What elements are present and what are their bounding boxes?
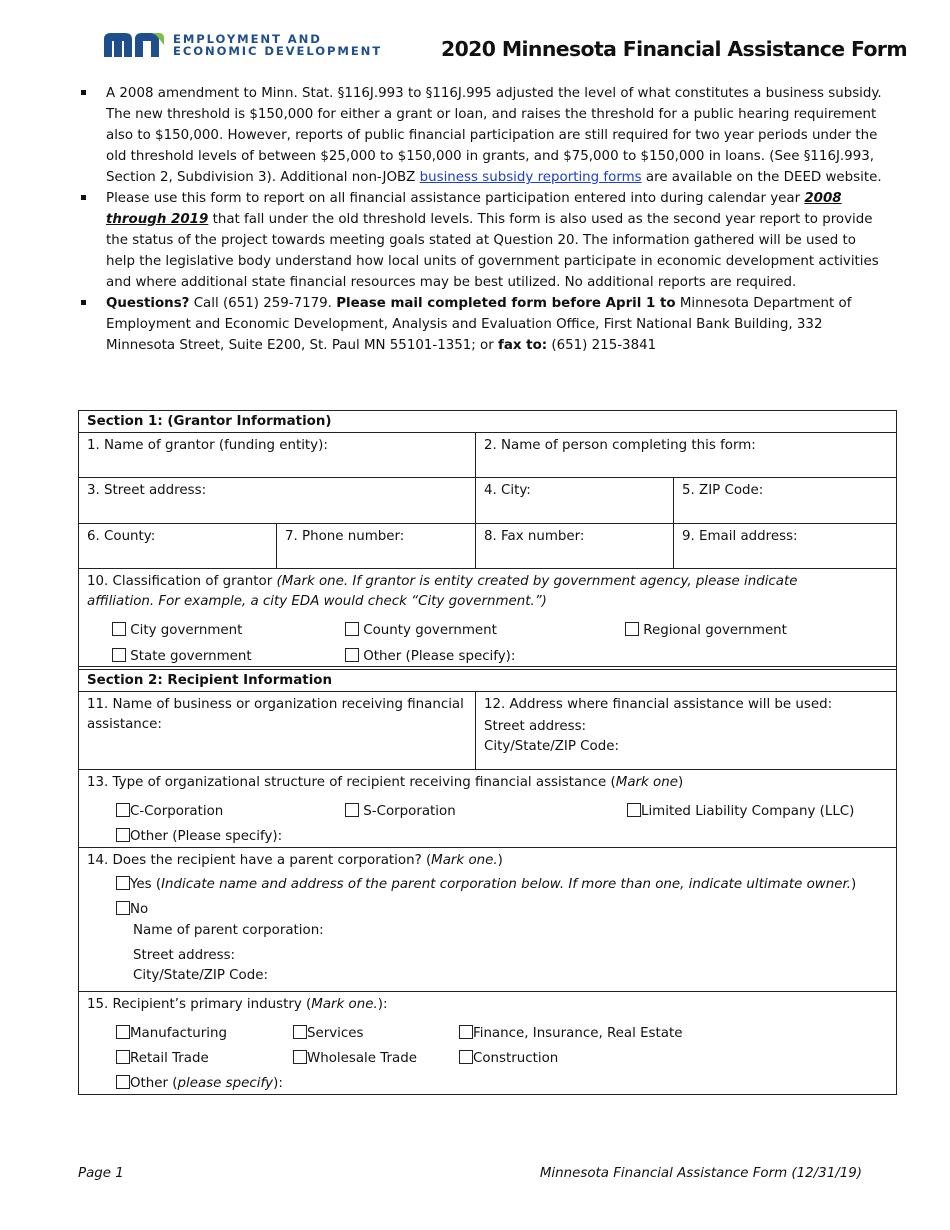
form-title: 2020 Minnesota Financial Assistance Form bbox=[441, 37, 908, 61]
option-retail-trade[interactable] bbox=[116, 1049, 209, 1069]
page-number: Page 1 bbox=[78, 1166, 124, 1181]
logo-wordmark bbox=[173, 33, 382, 58]
mail-address: Minnesota Department of Employment and Economic Development, Analysis and Evaluation Office, First National Bank Building, 332 Minnesota Street, Suite E200, St. Paul MN 55101-1351; or bbox=[106, 296, 852, 353]
checkbox[interactable] bbox=[459, 1025, 473, 1039]
option-services[interactable] bbox=[293, 1024, 363, 1044]
intro-bullet-2 bbox=[78, 188, 883, 293]
option-label: Other (Please specify): bbox=[363, 649, 516, 664]
option-county-government[interactable] bbox=[345, 621, 497, 641]
questions-label: Questions? bbox=[106, 296, 190, 311]
assistance-address-field[interactable] bbox=[476, 692, 897, 770]
yes-close: ) bbox=[850, 877, 857, 892]
intro-bullet-1 bbox=[78, 83, 883, 188]
q14-parent-corporation bbox=[79, 848, 897, 992]
checkbox[interactable] bbox=[345, 648, 359, 662]
bullet-square-icon bbox=[81, 90, 86, 95]
fax-label: fax to: bbox=[498, 338, 548, 353]
option-label: Wholesale Trade bbox=[307, 1051, 417, 1066]
section2-heading: Section 2: Recipient Information bbox=[79, 670, 897, 692]
parent-street-label: Street address: bbox=[133, 948, 236, 963]
q3-label: 3. Street address: bbox=[87, 483, 207, 498]
bullet2-post: that fall under the old threshold levels. This form is also used as the second year report to provide the status of the project towards meeting goals stated at Question 20. The information gathered will be used to help the legislative body understand how local units of government participate in economic development activities and where additional state financial resources may be best utilized. No additional reports are required. bbox=[106, 212, 879, 290]
option-label: Regional government bbox=[643, 623, 787, 638]
option-label: S-Corporation bbox=[363, 804, 456, 819]
logo-line1: EMPLOYMENT AND bbox=[173, 31, 322, 46]
q7-label: 7. Phone number: bbox=[285, 529, 405, 544]
q15-label: 15. Recipient’s primary industry ( bbox=[87, 997, 312, 1012]
option-yes-parent[interactable] bbox=[116, 875, 856, 895]
q13-close: ) bbox=[677, 775, 684, 790]
fax-field[interactable] bbox=[476, 524, 674, 569]
option-s-corporation[interactable] bbox=[345, 802, 456, 822]
checkbox[interactable] bbox=[293, 1050, 307, 1064]
county-field[interactable] bbox=[79, 524, 277, 569]
bullet1-tail: are available on the DEED website. bbox=[641, 170, 882, 185]
checkbox[interactable] bbox=[116, 803, 130, 817]
option-c-corporation[interactable] bbox=[116, 802, 223, 822]
q13-note: Mark one bbox=[615, 775, 678, 790]
section1-heading: Section 1: (Grantor Information) bbox=[79, 411, 897, 433]
checkbox[interactable] bbox=[116, 1075, 130, 1089]
logo-line2: ECONOMIC DEVELOPMENT bbox=[173, 44, 383, 58]
option-finance[interactable] bbox=[459, 1024, 682, 1044]
option-label: C-Corporation bbox=[130, 804, 224, 819]
q14-close: ) bbox=[497, 853, 503, 868]
option-label: State government bbox=[130, 649, 252, 664]
option-label: Finance, Insurance, Real Estate bbox=[473, 1026, 683, 1041]
form-identifier: Minnesota Financial Assistance Form (12/31/19) bbox=[539, 1166, 862, 1181]
call-text: Call (651) 259-7179. bbox=[189, 296, 337, 311]
phone-field[interactable] bbox=[277, 524, 476, 569]
option-other-structure[interactable] bbox=[116, 827, 282, 847]
option-manufacturing[interactable] bbox=[116, 1024, 227, 1044]
q1-label: 1. Name of grantor (funding entity): bbox=[87, 438, 328, 453]
option-wholesale-trade[interactable] bbox=[293, 1049, 417, 1069]
recipient-name-field[interactable] bbox=[79, 692, 476, 770]
option-city-government[interactable] bbox=[112, 621, 242, 641]
q6-label: 6. County: bbox=[87, 529, 156, 544]
yes-note: Indicate name and address of the parent corporation below. If more than one, indicate ultimate owner. bbox=[161, 877, 851, 892]
option-label: Construction bbox=[473, 1051, 559, 1066]
q14-label: 14. Does the recipient have a parent corporation? ( bbox=[87, 853, 432, 868]
option-other-grantor[interactable] bbox=[345, 647, 515, 667]
bullet1-text: A 2008 amendment to Minn. Stat. §116J.993 to §116J.995 adjusted the level of what constitutes a business subsidy. The new threshold is $150,000 for either a grant or loan, and raises the threshold for a public hearing requirement also to $150,000. However, reports of public financial participation are still required for two year periods under the old threshold levels of between $25,000 to $150,000 in grants, and $75,000 to $150,000 in loans. (See §116J.993, Section 2, Subdivision 3). Additional non-JOBZ bbox=[106, 86, 882, 185]
q14-note: Mark one. bbox=[431, 853, 498, 868]
city-field[interactable] bbox=[476, 478, 674, 524]
checkbox[interactable] bbox=[627, 803, 641, 817]
q10-note: (Mark one. If grantor is entity created by government agency, please indicate affiliation. For example, a city EDA would check “City government.”) bbox=[87, 574, 798, 609]
no-label: No bbox=[130, 902, 149, 917]
intro-bullets bbox=[78, 83, 883, 356]
q11-label: 11. Name of business or organization receiving financial assistance: bbox=[87, 697, 464, 732]
q2-label: 2. Name of person completing this form: bbox=[484, 438, 756, 453]
checkbox[interactable] bbox=[116, 901, 130, 915]
completer-name-field[interactable] bbox=[476, 433, 897, 478]
parent-city-label: City/State/ZIP Code: bbox=[133, 968, 268, 983]
mn-logo-icon bbox=[104, 33, 164, 57]
checkbox[interactable] bbox=[116, 876, 130, 890]
option-label: County government bbox=[363, 623, 497, 638]
q9-label: 9. Email address: bbox=[682, 529, 798, 544]
intro-bullet-3 bbox=[78, 293, 883, 356]
mail-instruction: Please mail completed form before April 1 to bbox=[336, 296, 676, 311]
zip-field[interactable] bbox=[674, 478, 897, 524]
q13-label: 13. Type of organizational structure of recipient receiving financial assistance ( bbox=[87, 775, 616, 790]
q10-label: 10. Classification of grantor bbox=[87, 574, 277, 589]
checkbox[interactable] bbox=[459, 1050, 473, 1064]
other-note: please specify bbox=[177, 1076, 274, 1091]
checkbox[interactable] bbox=[625, 622, 639, 636]
bullet2-years: 2008 through 2019 bbox=[106, 191, 842, 227]
option-label: Other (Please specify): bbox=[130, 829, 283, 844]
email-field[interactable] bbox=[674, 524, 897, 569]
option-label: Services bbox=[307, 1026, 364, 1041]
q5-label: 5. ZIP Code: bbox=[682, 483, 764, 498]
other-close: ): bbox=[273, 1076, 283, 1091]
business-subsidy-forms-link[interactable]: business subsidy reporting forms bbox=[419, 170, 642, 185]
bullet-square-icon bbox=[81, 300, 86, 305]
option-regional-government[interactable] bbox=[625, 621, 787, 641]
q15-note: Mark one. bbox=[311, 997, 378, 1012]
checkbox[interactable] bbox=[116, 1025, 130, 1039]
option-llc[interactable] bbox=[627, 802, 854, 822]
option-other-industry[interactable] bbox=[116, 1074, 283, 1094]
option-label: Limited Liability Company (LLC) bbox=[641, 804, 855, 819]
q12-street: Street address: bbox=[484, 719, 587, 734]
checkbox[interactable] bbox=[345, 803, 359, 817]
checkbox[interactable] bbox=[112, 622, 126, 636]
checkbox[interactable] bbox=[112, 648, 126, 662]
parent-name-label: Name of parent corporation: bbox=[133, 923, 324, 938]
q8-label: 8. Fax number: bbox=[484, 529, 585, 544]
q10-grantor-classification bbox=[79, 569, 897, 667]
checkbox[interactable] bbox=[116, 1050, 130, 1064]
option-label: Manufacturing bbox=[130, 1026, 227, 1041]
bullet-square-icon bbox=[81, 195, 86, 200]
option-label: Retail Trade bbox=[130, 1051, 209, 1066]
q12-city: City/State/ZIP Code: bbox=[484, 739, 619, 754]
deed-logo bbox=[104, 32, 382, 58]
fax-number: (651) 215-3841 bbox=[547, 338, 657, 353]
q13-organization-type bbox=[79, 770, 897, 848]
option-label: City government bbox=[130, 623, 243, 638]
street-address-field[interactable] bbox=[79, 478, 476, 524]
q15-close: ): bbox=[377, 997, 388, 1012]
option-no-parent[interactable] bbox=[116, 900, 148, 920]
checkbox[interactable] bbox=[345, 622, 359, 636]
yes-label: Yes ( bbox=[130, 877, 162, 892]
checkbox[interactable] bbox=[116, 828, 130, 842]
option-state-government[interactable] bbox=[112, 647, 252, 667]
q15-primary-industry bbox=[79, 992, 897, 1095]
q12-label: 12. Address where financial assistance will be used: bbox=[484, 697, 833, 712]
bullet2-pre: Please use this form to report on all financial assistance participation entered into during calendar year bbox=[106, 191, 805, 206]
other-label: Other ( bbox=[130, 1076, 178, 1091]
option-construction[interactable] bbox=[459, 1049, 558, 1069]
q4-label: 4. City: bbox=[484, 483, 531, 498]
form-table bbox=[78, 410, 896, 1095]
checkbox[interactable] bbox=[293, 1025, 307, 1039]
grantor-name-field[interactable] bbox=[79, 433, 476, 478]
